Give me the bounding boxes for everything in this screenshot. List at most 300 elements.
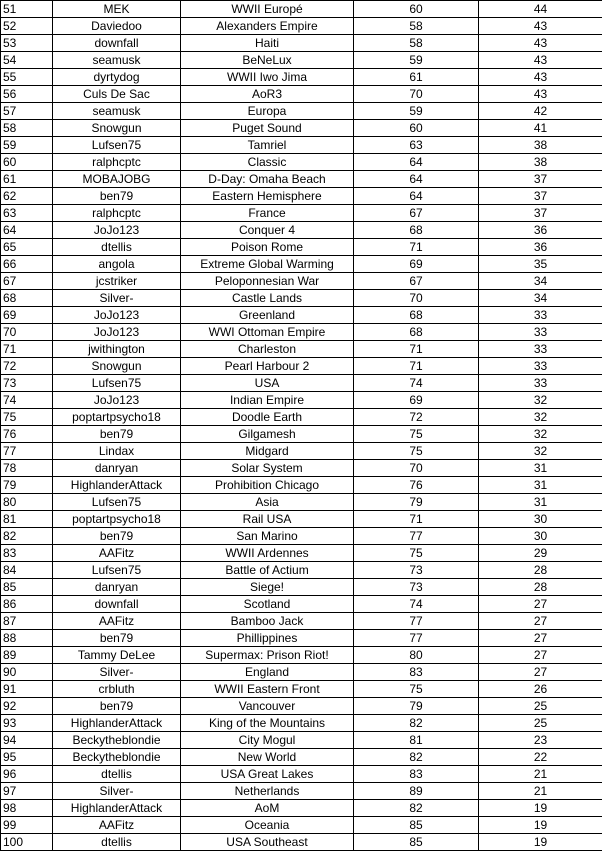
table-row [1,392,602,409]
player-cell: JoJo123 [53,324,181,341]
map-cell: Midgard [181,443,354,460]
rank-cell: 76 [1,426,53,443]
rank-cell: 53 [1,35,53,52]
rank-cell: 84 [1,562,53,579]
rank-cell: 89 [1,647,53,664]
value-b-cell: 41 [479,120,602,137]
player-cell: Lindax [53,443,181,460]
table-row [1,52,602,69]
player-cell: Snowgun [53,120,181,137]
value-a-cell: 59 [354,52,479,69]
value-b-cell: 23 [479,732,602,749]
value-a-cell: 71 [354,341,479,358]
value-a-cell: 64 [354,154,479,171]
table-row [1,647,602,664]
value-b-cell: 43 [479,35,602,52]
value-b-cell: 34 [479,290,602,307]
value-b-cell: 33 [479,358,602,375]
map-cell: Bamboo Jack [181,613,354,630]
value-a-cell: 77 [354,630,479,647]
table-row [1,154,602,171]
rank-cell: 73 [1,375,53,392]
table-row [1,341,602,358]
value-b-cell: 33 [479,375,602,392]
table-row [1,749,602,766]
rank-cell: 51 [1,1,53,18]
player-cell: seamusk [53,103,181,120]
value-b-cell: 21 [479,766,602,783]
value-a-cell: 77 [354,613,479,630]
value-a-cell: 76 [354,477,479,494]
rank-cell: 99 [1,817,53,834]
player-cell: ben79 [53,698,181,715]
ranking-table-body [1,1,602,851]
table-row [1,239,602,256]
player-cell: Culs De Sac [53,86,181,103]
player-cell: Beckytheblondie [53,732,181,749]
player-cell: dtellis [53,834,181,851]
table-row [1,732,602,749]
rank-cell: 97 [1,783,53,800]
player-cell: JoJo123 [53,307,181,324]
map-cell: WWII Ardennes [181,545,354,562]
value-b-cell: 33 [479,324,602,341]
value-a-cell: 79 [354,698,479,715]
map-cell: Battle of Actium [181,562,354,579]
table-row [1,528,602,545]
player-cell: HighlanderAttack [53,477,181,494]
player-cell: ben79 [53,630,181,647]
value-b-cell: 38 [479,137,602,154]
player-cell: seamusk [53,52,181,69]
player-cell: Lufsen75 [53,375,181,392]
map-cell: Alexanders Empire [181,18,354,35]
map-cell: Asia [181,494,354,511]
value-a-cell: 70 [354,86,479,103]
rank-cell: 88 [1,630,53,647]
table-row [1,86,602,103]
value-b-cell: 28 [479,562,602,579]
table-row [1,579,602,596]
value-b-cell: 38 [479,154,602,171]
value-b-cell: 43 [479,52,602,69]
map-cell: Gilgamesh [181,426,354,443]
table-row [1,256,602,273]
rank-cell: 91 [1,681,53,698]
value-a-cell: 73 [354,579,479,596]
value-a-cell: 70 [354,460,479,477]
map-cell: Prohibition Chicago [181,477,354,494]
value-b-cell: 35 [479,256,602,273]
player-cell: jcstriker [53,273,181,290]
table-row [1,188,602,205]
value-a-cell: 77 [354,528,479,545]
map-cell: D-Day: Omaha Beach [181,171,354,188]
rank-cell: 54 [1,52,53,69]
table-row [1,664,602,681]
value-b-cell: 29 [479,545,602,562]
table-row [1,613,602,630]
value-b-cell: 21 [479,783,602,800]
map-cell: Europa [181,103,354,120]
value-b-cell: 27 [479,630,602,647]
player-cell: downfall [53,35,181,52]
map-cell: Classic [181,154,354,171]
rank-cell: 82 [1,528,53,545]
table-row [1,766,602,783]
player-cell: danryan [53,460,181,477]
value-a-cell: 74 [354,596,479,613]
player-cell: MOBAJOBG [53,171,181,188]
map-cell: Puget Sound [181,120,354,137]
table-row [1,783,602,800]
value-b-cell: 33 [479,307,602,324]
value-b-cell: 32 [479,443,602,460]
rank-cell: 66 [1,256,53,273]
table-row [1,409,602,426]
rank-cell: 63 [1,205,53,222]
map-cell: USA Great Lakes [181,766,354,783]
rank-cell: 71 [1,341,53,358]
map-cell: Scotland [181,596,354,613]
value-a-cell: 75 [354,681,479,698]
table-row [1,1,602,18]
player-cell: dtellis [53,766,181,783]
value-a-cell: 80 [354,647,479,664]
value-b-cell: 44 [479,1,602,18]
table-row [1,596,602,613]
table-row [1,800,602,817]
player-cell: Silver- [53,290,181,307]
rank-cell: 64 [1,222,53,239]
map-cell: City Mogul [181,732,354,749]
value-a-cell: 63 [354,137,479,154]
map-cell: Greenland [181,307,354,324]
value-a-cell: 83 [354,766,479,783]
table-row [1,477,602,494]
value-a-cell: 82 [354,749,479,766]
value-b-cell: 43 [479,86,602,103]
map-cell: Indian Empire [181,392,354,409]
player-cell: ralphcptc [53,205,181,222]
map-cell: BeNeLux [181,52,354,69]
player-cell: JoJo123 [53,222,181,239]
player-cell: Daviedoo [53,18,181,35]
value-a-cell: 68 [354,324,479,341]
table-row [1,511,602,528]
player-cell: JoJo123 [53,392,181,409]
table-row [1,222,602,239]
rank-cell: 77 [1,443,53,460]
rank-cell: 62 [1,188,53,205]
rank-cell: 58 [1,120,53,137]
map-cell: Eastern Hemisphere [181,188,354,205]
map-cell: Castle Lands [181,290,354,307]
map-cell: King of the Mountains [181,715,354,732]
value-a-cell: 74 [354,375,479,392]
map-cell: Rail USA [181,511,354,528]
rank-cell: 68 [1,290,53,307]
table-row [1,103,602,120]
map-cell: Vancouver [181,698,354,715]
player-cell: poptartpsycho18 [53,409,181,426]
player-cell: Lufsen75 [53,562,181,579]
map-cell: Peloponnesian War [181,273,354,290]
rank-cell: 85 [1,579,53,596]
value-b-cell: 30 [479,528,602,545]
value-a-cell: 81 [354,732,479,749]
table-row [1,120,602,137]
value-a-cell: 82 [354,715,479,732]
value-b-cell: 34 [479,273,602,290]
value-b-cell: 27 [479,664,602,681]
map-cell: San Marino [181,528,354,545]
value-b-cell: 37 [479,171,602,188]
rank-cell: 98 [1,800,53,817]
map-cell: England [181,664,354,681]
map-cell: Netherlands [181,783,354,800]
map-cell: Oceania [181,817,354,834]
value-a-cell: 59 [354,103,479,120]
rank-cell: 80 [1,494,53,511]
rank-cell: 87 [1,613,53,630]
value-b-cell: 19 [479,817,602,834]
rank-cell: 100 [1,834,53,851]
rank-cell: 70 [1,324,53,341]
value-a-cell: 75 [354,545,479,562]
map-cell: France [181,205,354,222]
value-b-cell: 36 [479,222,602,239]
table-row [1,460,602,477]
map-cell: USA Southeast [181,834,354,851]
value-a-cell: 68 [354,222,479,239]
player-cell: dyrtydog [53,69,181,86]
rank-cell: 96 [1,766,53,783]
table-row [1,681,602,698]
value-b-cell: 27 [479,647,602,664]
player-cell: HighlanderAttack [53,715,181,732]
value-a-cell: 83 [354,664,479,681]
rank-cell: 94 [1,732,53,749]
value-b-cell: 27 [479,596,602,613]
value-b-cell: 43 [479,18,602,35]
rank-cell: 78 [1,460,53,477]
value-a-cell: 71 [354,358,479,375]
value-b-cell: 25 [479,698,602,715]
player-cell: danryan [53,579,181,596]
table-row [1,834,602,851]
value-b-cell: 36 [479,239,602,256]
table-row [1,324,602,341]
value-a-cell: 68 [354,307,479,324]
rank-cell: 52 [1,18,53,35]
player-cell: Silver- [53,783,181,800]
value-b-cell: 43 [479,69,602,86]
rank-cell: 83 [1,545,53,562]
value-a-cell: 85 [354,817,479,834]
value-b-cell: 33 [479,341,602,358]
table-row [1,698,602,715]
table-row [1,494,602,511]
map-cell: WWII Iwo Jima [181,69,354,86]
player-cell: MEK [53,1,181,18]
value-b-cell: 37 [479,188,602,205]
map-cell: Siege! [181,579,354,596]
value-a-cell: 79 [354,494,479,511]
table-row [1,630,602,647]
rank-cell: 56 [1,86,53,103]
map-cell: Doodle Earth [181,409,354,426]
map-cell: AoR3 [181,86,354,103]
table-row [1,137,602,154]
table-row [1,443,602,460]
table-row [1,545,602,562]
table-row [1,290,602,307]
value-b-cell: 31 [479,460,602,477]
table-row [1,205,602,222]
value-b-cell: 32 [479,409,602,426]
map-cell: Conquer 4 [181,222,354,239]
value-a-cell: 61 [354,69,479,86]
player-cell: AAFitz [53,613,181,630]
rank-cell: 95 [1,749,53,766]
player-cell: Tammy DeLee [53,647,181,664]
table-row [1,358,602,375]
rank-cell: 75 [1,409,53,426]
map-cell: Haiti [181,35,354,52]
player-cell: ben79 [53,188,181,205]
rank-cell: 92 [1,698,53,715]
rank-cell: 90 [1,664,53,681]
player-cell: ralphcptc [53,154,181,171]
value-b-cell: 25 [479,715,602,732]
value-b-cell: 30 [479,511,602,528]
value-b-cell: 32 [479,392,602,409]
value-b-cell: 31 [479,494,602,511]
rank-cell: 74 [1,392,53,409]
table-row [1,426,602,443]
value-a-cell: 69 [354,256,479,273]
player-cell: dtellis [53,239,181,256]
value-a-cell: 60 [354,1,479,18]
value-b-cell: 31 [479,477,602,494]
rank-cell: 55 [1,69,53,86]
value-a-cell: 64 [354,171,479,188]
map-cell: Tamriel [181,137,354,154]
player-cell: crbluth [53,681,181,698]
rank-cell: 60 [1,154,53,171]
table-row [1,375,602,392]
rank-cell: 93 [1,715,53,732]
value-a-cell: 69 [354,392,479,409]
value-a-cell: 89 [354,783,479,800]
value-b-cell: 22 [479,749,602,766]
player-cell: Snowgun [53,358,181,375]
table-row [1,171,602,188]
map-cell: New World [181,749,354,766]
map-cell: Poison Rome [181,239,354,256]
player-cell: jwithington [53,341,181,358]
value-a-cell: 58 [354,18,479,35]
rank-cell: 81 [1,511,53,528]
map-cell: WWI Ottoman Empire [181,324,354,341]
map-cell: Supermax: Prison Riot! [181,647,354,664]
player-cell: downfall [53,596,181,613]
value-a-cell: 60 [354,120,479,137]
player-cell: ben79 [53,426,181,443]
rank-cell: 57 [1,103,53,120]
rank-cell: 72 [1,358,53,375]
player-cell: HighlanderAttack [53,800,181,817]
player-cell: Lufsen75 [53,494,181,511]
map-cell: Charleston [181,341,354,358]
rank-cell: 86 [1,596,53,613]
value-a-cell: 82 [354,800,479,817]
rank-cell: 79 [1,477,53,494]
table-row [1,817,602,834]
player-cell: Lufsen75 [53,137,181,154]
map-cell: WWII Eastern Front [181,681,354,698]
value-a-cell: 72 [354,409,479,426]
map-cell: Extreme Global Warming [181,256,354,273]
value-a-cell: 64 [354,188,479,205]
value-a-cell: 85 [354,834,479,851]
player-cell: AAFitz [53,545,181,562]
map-cell: USA [181,375,354,392]
map-cell: Solar System [181,460,354,477]
rank-cell: 69 [1,307,53,324]
value-b-cell: 27 [479,613,602,630]
rank-cell: 61 [1,171,53,188]
table-row [1,18,602,35]
value-b-cell: 19 [479,800,602,817]
map-cell: Phillippines [181,630,354,647]
value-a-cell: 67 [354,205,479,222]
table-row [1,35,602,52]
value-b-cell: 26 [479,681,602,698]
value-b-cell: 37 [479,205,602,222]
table-row [1,273,602,290]
value-a-cell: 70 [354,290,479,307]
value-b-cell: 28 [479,579,602,596]
map-cell: AoM [181,800,354,817]
value-a-cell: 71 [354,511,479,528]
player-cell: Silver- [53,664,181,681]
table-row [1,562,602,579]
table-row [1,307,602,324]
rank-cell: 65 [1,239,53,256]
value-a-cell: 71 [354,239,479,256]
value-a-cell: 58 [354,35,479,52]
value-a-cell: 67 [354,273,479,290]
player-cell: Beckytheblondie [53,749,181,766]
table-row [1,715,602,732]
value-a-cell: 75 [354,426,479,443]
value-b-cell: 32 [479,426,602,443]
value-a-cell: 75 [354,443,479,460]
rank-cell: 59 [1,137,53,154]
map-cell: WWII Europé [181,1,354,18]
player-cell: AAFitz [53,817,181,834]
player-cell: poptartpsycho18 [53,511,181,528]
player-cell: ben79 [53,528,181,545]
table-row [1,69,602,86]
map-cell: Pearl Harbour 2 [181,358,354,375]
value-b-cell: 19 [479,834,602,851]
player-cell: angola [53,256,181,273]
value-a-cell: 73 [354,562,479,579]
rank-cell: 67 [1,273,53,290]
